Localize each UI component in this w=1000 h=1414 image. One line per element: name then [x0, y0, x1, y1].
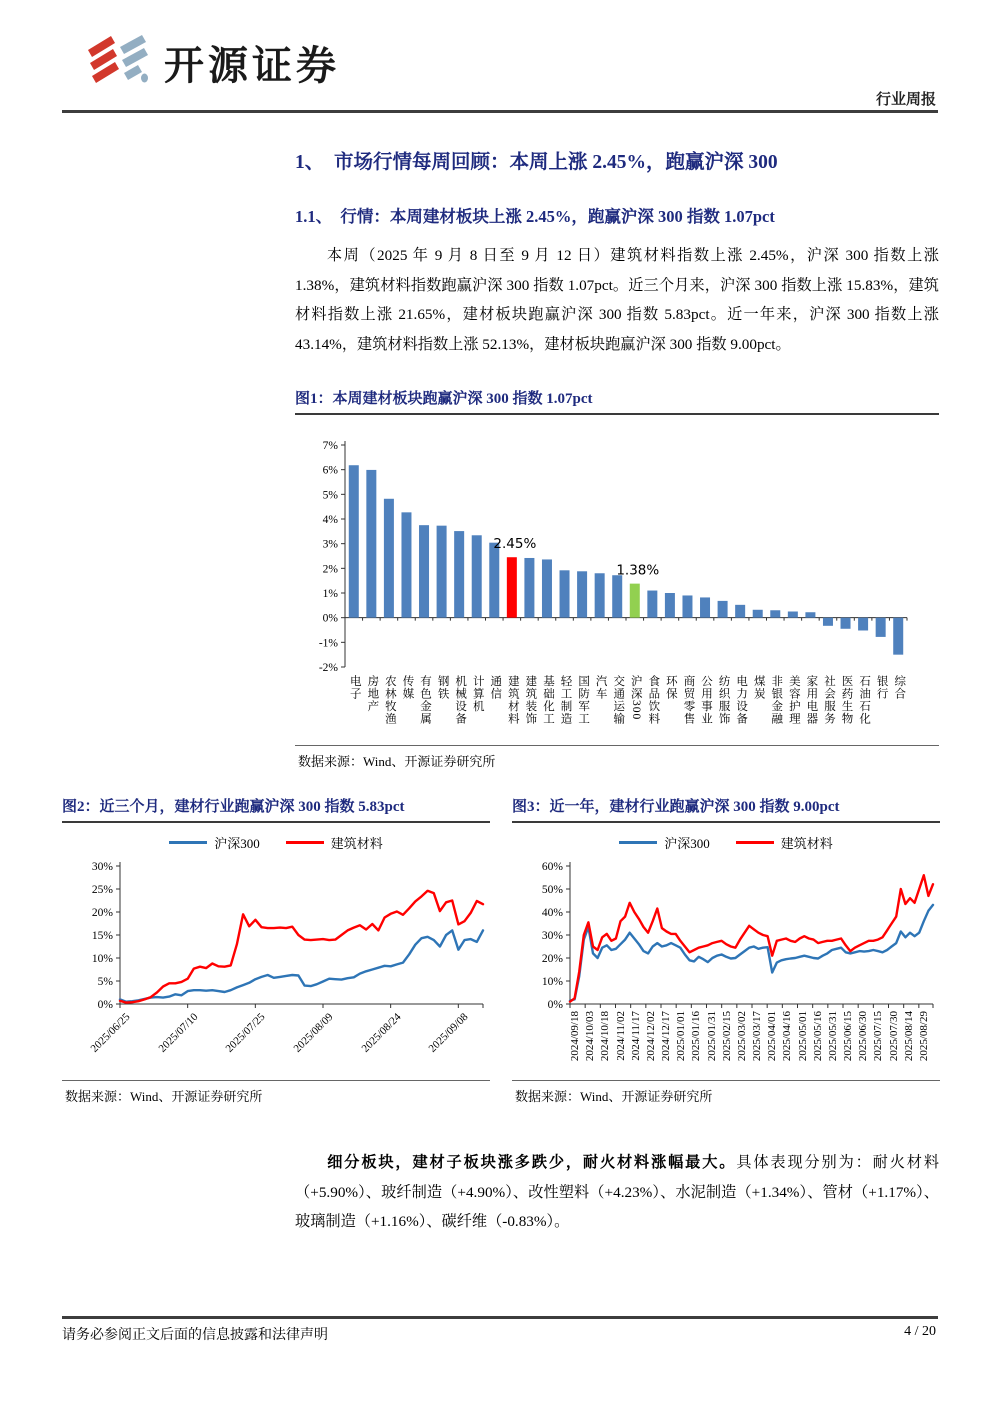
x-axis-label: 2024/11/17 — [629, 1011, 642, 1061]
svg-text:10%: 10% — [91, 953, 113, 965]
figure3-source: 数据来源：Wind、开源证券研究所 — [515, 1089, 713, 1104]
category-axis-label: 国防军工 — [577, 675, 590, 725]
figure3-block — [512, 795, 940, 1105]
figure2-block — [62, 795, 490, 1105]
x-axis-label: 2025/01/31 — [705, 1011, 718, 1062]
x-axis-label: 2024/09/18 — [569, 1011, 581, 1062]
svg-text:0%: 0% — [322, 612, 338, 625]
market-review-paragraph — [295, 241, 939, 359]
header-logo — [84, 30, 340, 95]
category-axis-label: 公用事业 — [700, 675, 713, 725]
x-axis-label: 2025/05/31 — [826, 1011, 839, 1062]
category-axis-label: 传媒 — [401, 675, 414, 700]
svg-text:0%: 0% — [547, 999, 563, 1008]
category-axis-label: 轻工制造 — [559, 675, 572, 725]
figure3-chart — [512, 856, 940, 1078]
x-axis-label: 2025/07/15 — [872, 1011, 885, 1062]
svg-text:50%: 50% — [541, 884, 563, 896]
figure3-legend — [512, 832, 940, 852]
category-axis-label: 机械设备 — [454, 675, 467, 725]
x-axis-label: 2025/03/02 — [735, 1011, 748, 1062]
svg-text:2%: 2% — [322, 563, 338, 576]
subsector-paragraph-rest: 具体表现分别为：耐火材料（+5.90%）、玻纤制造（+4.90%）、改性塑料（+4.23%）、水泥制造（+1.34%）、管材（+1.17%）、玻璃制造（+1.16%）、碳纤维（-0.83%）。 — [295, 1154, 940, 1231]
logo-text: 开源证券 — [164, 43, 340, 89]
svg-text:15%: 15% — [91, 930, 113, 942]
x-axis-label: 2025/02/15 — [720, 1011, 733, 1062]
category-axis-label: 基础化工 — [541, 675, 554, 725]
legend-item — [619, 833, 710, 852]
legend-label: 沪深300 — [214, 835, 260, 851]
svg-text:20%: 20% — [541, 953, 563, 965]
legend-swatch — [619, 841, 657, 844]
category-axis-label: 综合 — [893, 675, 906, 700]
figure1-source: 数据来源：Wind、开源证券研究所 — [298, 754, 496, 769]
legend-swatch — [736, 841, 774, 844]
category-axis-label: 家用电器 — [805, 675, 818, 725]
x-axis-label: 2025/09/08 — [426, 1011, 471, 1055]
svg-text:30%: 30% — [91, 861, 113, 873]
figure1-block — [295, 387, 939, 770]
svg-text:30%: 30% — [541, 930, 563, 942]
x-axis-label: 2025/03/17 — [751, 1011, 763, 1062]
subsector-paragraph-bold: 细分板块，建材子板块涨多跌少，耐火材料涨幅最大。 — [325, 1154, 737, 1171]
x-axis-label: 2025/01/01 — [675, 1011, 688, 1062]
category-axis-label: 银行 — [875, 675, 888, 700]
subsector-paragraph — [295, 1148, 939, 1237]
category-axis-label: 房地产 — [366, 675, 379, 713]
svg-text:1%: 1% — [322, 588, 338, 600]
x-axis-label: 2025/08/14 — [902, 1011, 915, 1062]
category-axis-label: 电子 — [348, 675, 361, 700]
figure2-chart — [62, 856, 490, 1078]
category-axis-label: 交通运输 — [612, 675, 625, 725]
legend-swatch — [169, 841, 207, 844]
x-axis-label: 2025/05/16 — [811, 1011, 824, 1062]
legend-item — [286, 833, 383, 852]
x-axis-label: 2025/07/10 — [156, 1011, 201, 1055]
svg-text:60%: 60% — [541, 861, 563, 873]
x-axis-label: 2025/06/15 — [842, 1011, 854, 1062]
category-axis-label: 商贸零售 — [682, 675, 695, 725]
subsection-title: 1.1、 行情：本周建材板块上涨 2.45%，跑赢沪深 300 指数 1.07pct — [295, 207, 775, 226]
header-rule — [62, 110, 938, 113]
svg-text:40%: 40% — [541, 907, 563, 919]
category-axis-label: 煤炭 — [752, 675, 765, 700]
svg-text:1.38%: 1.38% — [616, 562, 660, 579]
category-axis-label: 通信 — [489, 675, 502, 700]
svg-text:10%: 10% — [541, 976, 563, 988]
figure3-title: 图3：近一年，建材行业跑赢沪深 300 指数 9.00pct — [512, 795, 940, 823]
figure1-title: 图1：本周建材板块跑赢沪深 300 指数 1.07pct — [295, 387, 939, 415]
legend-item — [169, 833, 260, 852]
x-axis-label: 2025/08/29 — [917, 1011, 930, 1062]
logo-icon — [84, 30, 150, 95]
svg-text:25%: 25% — [91, 884, 113, 896]
figure1-chart — [295, 431, 939, 743]
x-axis-label: 2025/04/16 — [781, 1011, 794, 1062]
page-number: 4 / 20 — [904, 1324, 936, 1339]
svg-text:7%: 7% — [322, 440, 338, 452]
svg-text:20%: 20% — [91, 907, 113, 919]
section-title: 1、 市场行情每周回顾：本周上涨 2.45%，跑赢沪深 300 — [295, 152, 778, 173]
legend-label: 建筑材料 — [330, 835, 383, 851]
category-axis-label: 钢铁 — [436, 675, 449, 700]
x-axis-label: 2025/08/24 — [359, 1011, 404, 1055]
svg-text:0%: 0% — [97, 999, 113, 1008]
figure2-title: 图2：近三个月，建材行业跑赢沪深 300 指数 5.83pct — [62, 795, 490, 823]
legend-item — [736, 833, 833, 852]
category-axis-label: 非银金融 — [770, 675, 783, 725]
report-type-label: 行业周报 — [875, 92, 936, 108]
x-axis-label: 2024/12/02 — [644, 1011, 657, 1062]
svg-text:5%: 5% — [322, 489, 338, 502]
category-axis-label: 美容护理 — [787, 675, 800, 725]
figure2-source: 数据来源：Wind、开源证券研究所 — [65, 1089, 263, 1104]
category-axis-label: 纺织服饰 — [717, 675, 730, 725]
figure2-legend — [62, 832, 490, 852]
footer-disclaimer: 请务必参阅正文后面的信息披露和法律声明 — [62, 1328, 328, 1343]
x-axis-label: 2025/06/25 — [88, 1011, 133, 1055]
legend-label: 建筑材料 — [780, 835, 833, 851]
x-axis-label: 2025/05/01 — [796, 1011, 809, 1062]
legend-swatch — [286, 841, 324, 844]
x-axis-label: 2025/01/16 — [690, 1011, 703, 1062]
category-axis-label: 电力设备 — [735, 675, 748, 725]
svg-text:6%: 6% — [322, 464, 338, 477]
category-axis-label: 食品饮料 — [647, 675, 660, 725]
category-axis-label: 环保 — [664, 675, 677, 700]
category-axis-label: 沪深300 — [629, 675, 642, 721]
category-axis-label: 建筑材料 — [506, 675, 519, 725]
svg-text:-1%: -1% — [318, 637, 338, 650]
svg-text:3%: 3% — [322, 538, 338, 551]
x-axis-label: 2025/07/30 — [887, 1011, 900, 1062]
x-axis-label: 2024/10/18 — [599, 1011, 612, 1062]
category-axis-label: 汽车 — [594, 675, 607, 700]
legend-label: 沪深300 — [664, 835, 710, 851]
category-axis-label: 建筑装饰 — [524, 675, 537, 725]
x-axis-label: 2025/06/30 — [857, 1011, 870, 1062]
x-axis-label: 2024/12/17 — [660, 1011, 672, 1062]
x-axis-label: 2024/10/03 — [584, 1011, 597, 1062]
svg-text:2.45%: 2.45% — [493, 536, 537, 553]
x-axis-label: 2024/11/02 — [614, 1011, 627, 1061]
svg-text:4%: 4% — [322, 514, 338, 526]
footer-rule — [62, 1316, 938, 1319]
category-axis-label: 农林牧渔 — [383, 675, 396, 725]
svg-text:5%: 5% — [97, 976, 113, 988]
category-axis-label: 医药生物 — [840, 675, 853, 725]
paragraph-text: 本周（2025 年 9 月 8 日至 9 月 12 日）建筑材料指数上涨 2.45%，沪深 300 指数上涨 1.38%，建筑材料指数跑赢沪深 300 指数 1.07pct。近三个月来，沪深 300 指数上涨 15.83%，建筑材料指数上涨 21.65%，建材板块跑赢沪深 300 指数 5.83pct。近一年来，沪深 300 指数上涨 43.14%，建筑材料指数上涨 52.13%，建材板块跑赢沪深 300 指数 9.00pct。 — [295, 247, 939, 353]
category-axis-label: 计算机 — [471, 675, 484, 713]
category-axis-label: 有色金属 — [419, 675, 432, 725]
svg-text:-2%: -2% — [318, 662, 338, 674]
category-axis-label: 石油石化 — [858, 675, 871, 725]
category-axis-label: 社会服务 — [822, 675, 835, 725]
x-axis-label: 2025/07/25 — [223, 1011, 268, 1055]
x-axis-label: 2025/08/09 — [291, 1011, 336, 1055]
x-axis-label: 2025/04/01 — [766, 1011, 779, 1062]
